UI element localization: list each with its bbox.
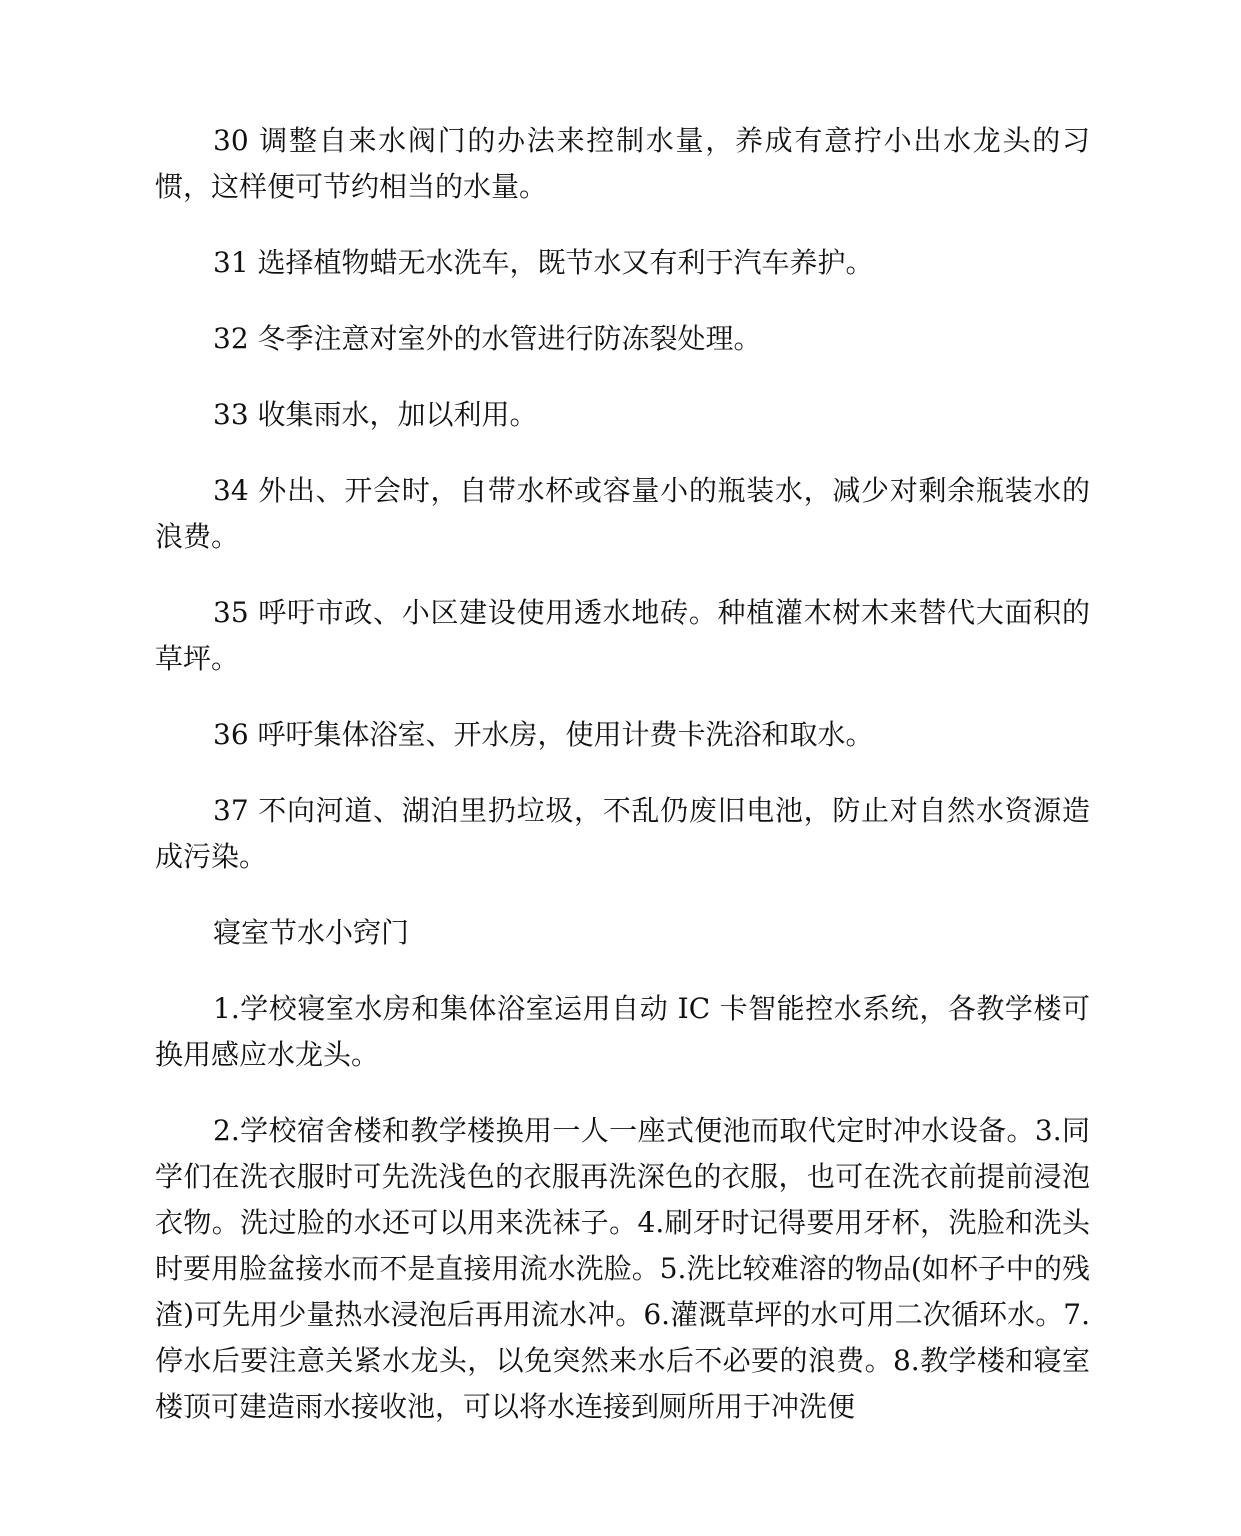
paragraph-32: 32 冬季注意对室外的水管进行防冻裂处理。: [213, 322, 762, 355]
paragraph-30: 30 调整自来水阀门的办法来控制水量，养成有意拧小出水龙头的习惯，这样便可节约相当的水量。: [155, 124, 1090, 203]
tip-paragraph-1: 1.学校寝室水房和集体浴室运用自动 IC 卡智能控水系统，各教学楼可换用感应水龙头。: [155, 992, 1090, 1071]
tip-paragraph-2: 2.学校宿舍楼和教学楼换用一人一座式便池而取代定时冲水设备。3.同学们在洗衣服时可先洗浅色的衣服再洗深色的衣服，也可在洗衣前提前浸泡衣物。洗过脸的水还可以用来洗袜子。4.刷牙时记得要用牙杯，洗脸和洗头时要用脸盆接水而不是直接用流水洗脸。5.洗比较难溶的物品(如杯子中的残渣)可先用少量热水浸泡后再用流水冲。6.灌溉草坪的水可用二次循环水。7.停水后要注意关紧水龙头，以免突然来水后不必要的浪费。8.教学楼和寝室楼顶可建造雨水接收池，可以将水连接到厕所用于冲洗便: [155, 1114, 1090, 1423]
section-heading: 寝室节水小窍门: [213, 916, 410, 949]
paragraph-35: 35 呼吁市政、小区建设使用透水地砖。种植灌木树木来替代大面积的草坪。: [155, 596, 1090, 675]
document-body: [155, 118, 1090, 1430]
paragraph-34: 34 外出、开会时，自带水杯或容量小的瓶装水，减少对剩余瓶装水的浪费。: [155, 474, 1090, 553]
paragraph-36: 36 呼吁集体浴室、开水房，使用计费卡洗浴和取水。: [213, 718, 874, 751]
paragraph-37: 37 不向河道、湖泊里扔垃圾，不乱仍废旧电池，防止对自然水资源造成污染。: [155, 794, 1090, 873]
paragraph-33: 33 收集雨水，加以利用。: [213, 398, 538, 431]
paragraph-31: 31 选择植物蜡无水洗车，既节水又有利于汽车养护。: [213, 246, 874, 279]
